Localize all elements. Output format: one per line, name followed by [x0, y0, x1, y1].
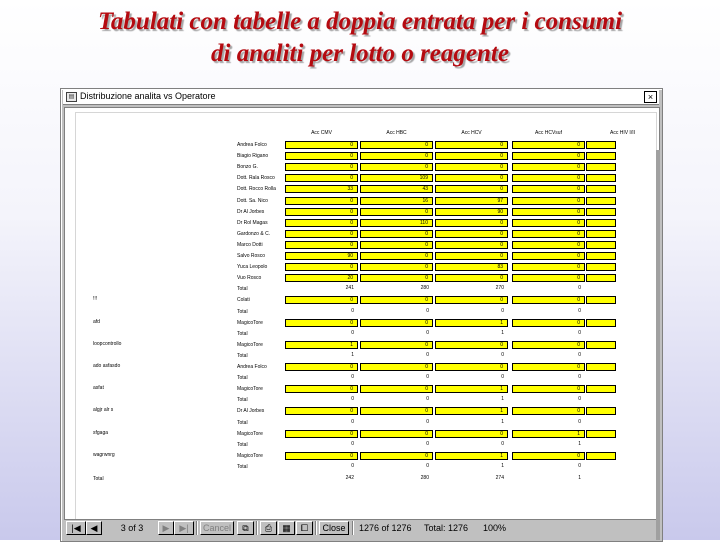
group-label: !!!	[93, 296, 98, 303]
value-cell	[586, 363, 616, 371]
operator-label: Dott. Rocco Rolla	[237, 186, 276, 193]
value-cell	[586, 185, 616, 193]
group-label: algjr alr s	[93, 407, 114, 414]
value-cell: 0	[285, 385, 358, 393]
value-cell: 0	[512, 163, 585, 171]
value-cell: 0	[360, 452, 433, 460]
first-page-button[interactable]: |◀	[66, 521, 86, 535]
total-cell: 0	[426, 396, 429, 403]
operator-label: Marco Dotti	[237, 241, 263, 248]
value-cell: 0	[512, 296, 585, 304]
navigation-bar	[64, 520, 658, 537]
value-cell: 1	[435, 452, 508, 460]
operator-label: MagicoTore	[237, 341, 263, 348]
value-cell: 0	[435, 430, 508, 438]
value-cell: 90	[285, 252, 358, 260]
total-cell: 0	[351, 374, 354, 381]
report-preview-window	[60, 88, 663, 542]
value-cell: 0	[512, 319, 585, 327]
value-cell: 0	[512, 385, 585, 393]
total-cell: 0	[426, 351, 429, 358]
window-title: Distribuzione analita vs Operatore	[80, 91, 216, 101]
group-label: ado asfasdo	[93, 363, 121, 369]
value-cell	[586, 163, 616, 171]
value-cell	[586, 197, 616, 205]
value-cell: 0	[512, 208, 585, 216]
copy-icon[interactable]: ⧠	[296, 521, 313, 535]
value-cell: 0	[512, 363, 585, 371]
total-cell: 0	[578, 285, 581, 292]
operator-label: MagicoTore	[237, 319, 263, 326]
value-cell: 0	[285, 430, 358, 438]
column-header: Acc HIV I/II	[609, 130, 635, 136]
value-cell: 0	[285, 319, 358, 327]
separator	[256, 521, 258, 535]
separator	[352, 521, 354, 535]
operator-label: Dr Rol Magas	[237, 219, 268, 226]
value-cell: 0	[512, 152, 585, 160]
slide-edge	[656, 150, 660, 540]
value-cell: 0	[360, 163, 433, 171]
print-icon[interactable]: ⎙	[260, 521, 277, 535]
value-cell: 0	[435, 296, 508, 304]
total-cell: 0	[501, 440, 504, 447]
operator-label: MagicoTore	[237, 430, 263, 437]
value-cell	[586, 385, 616, 393]
value-cell: 0	[360, 252, 433, 260]
page-indicator: 3 of 3	[120, 523, 144, 533]
operator-label: Vuo Rosco	[237, 275, 262, 282]
value-cell: 0	[512, 185, 585, 193]
report-viewport[interactable]	[64, 107, 660, 520]
total-cell: 0	[501, 307, 504, 314]
value-cell: 0	[360, 263, 433, 271]
close-button[interactable]: Close	[319, 521, 349, 535]
total-label: Total	[237, 441, 248, 448]
operator-label: Bonzo G.	[237, 164, 258, 171]
value-cell	[586, 141, 616, 149]
total-cell: 280	[420, 285, 429, 292]
value-cell: 0	[435, 219, 508, 227]
value-cell: 0	[285, 296, 358, 304]
report-table	[65, 108, 659, 519]
operator-label: Dr Al Jorbes	[237, 208, 265, 215]
total-cell: 0	[351, 440, 354, 447]
value-cell: 0	[285, 230, 358, 238]
total-cell: 0	[351, 307, 354, 314]
value-cell: 109	[360, 174, 433, 182]
group-label: afd	[93, 318, 100, 325]
value-cell: 43	[360, 185, 433, 193]
group-label: asfat	[93, 385, 104, 392]
value-cell	[586, 252, 616, 260]
next-page-button[interactable]: ▶	[158, 521, 174, 535]
grand-total-cell: 280	[420, 475, 429, 481]
total-label: Total	[237, 330, 248, 337]
value-cell: 0	[360, 152, 433, 160]
operator-label: Dr Al Jorbes	[237, 408, 265, 415]
value-cell: 1	[435, 407, 508, 415]
total-cell: 1	[351, 351, 354, 358]
value-cell	[586, 230, 616, 238]
value-cell: 1	[435, 385, 508, 393]
total-cell: 0	[578, 396, 581, 403]
value-cell: 0	[285, 363, 358, 371]
zoom-level: 100%	[483, 523, 507, 533]
value-cell: 0	[512, 197, 585, 205]
operator-label: Biagio Rigano	[237, 153, 269, 160]
value-cell: 0	[285, 152, 358, 160]
report-icon: ▤	[66, 92, 77, 102]
total-cell: 0	[578, 418, 581, 425]
operator-label: Colati	[237, 297, 250, 304]
value-cell: 0	[435, 341, 508, 349]
total-cell: 0	[426, 374, 429, 381]
group-label: loopcontrollo	[93, 340, 122, 347]
grand-total-cell: 242	[345, 475, 354, 481]
operator-label: Dott. Rala Rosco	[237, 175, 275, 182]
total-label: Total	[237, 463, 248, 470]
column-header: Acc HCVsuf	[535, 130, 562, 136]
total-cell: 0	[578, 462, 581, 469]
total-cell: 1	[578, 440, 581, 447]
total-count: Total: 1276	[424, 523, 469, 533]
separator	[315, 521, 317, 535]
value-cell: 0	[435, 141, 508, 149]
value-cell: 0	[435, 363, 508, 371]
total-cell: 0	[426, 440, 429, 447]
operator-label: MagicoTore	[237, 386, 263, 393]
cancel-button[interactable]: Cancel	[200, 521, 234, 535]
value-cell: 0	[512, 174, 585, 182]
operator-label: Yuca Leopolo	[237, 264, 268, 271]
value-cell	[586, 152, 616, 160]
total-cell: 0	[351, 418, 354, 425]
value-cell: 97	[435, 197, 508, 205]
value-cell: 0	[360, 385, 433, 393]
record-count: 1276 of 1276	[359, 523, 412, 533]
value-cell: 110	[360, 219, 433, 227]
total-label: Total	[237, 352, 248, 359]
value-cell	[586, 219, 616, 227]
value-cell: 0	[360, 241, 433, 249]
value-cell	[586, 274, 616, 282]
value-cell: 0	[360, 363, 433, 371]
value-cell: 0	[512, 141, 585, 149]
total-cell: 0	[426, 307, 429, 314]
value-cell: 0	[285, 208, 358, 216]
total-cell: 0	[578, 307, 581, 314]
value-cell: 0	[512, 274, 585, 282]
total-label: Total	[237, 419, 248, 426]
total-cell: 1	[501, 396, 504, 403]
total-label: Total	[237, 286, 248, 293]
value-cell: 16	[360, 197, 433, 205]
value-cell: 0	[360, 296, 433, 304]
value-cell: 83	[435, 263, 508, 271]
value-cell: 0	[512, 252, 585, 260]
value-cell: 0	[512, 241, 585, 249]
value-cell: 1	[285, 341, 358, 349]
total-cell: 0	[578, 351, 581, 358]
value-cell: 0	[512, 452, 585, 460]
value-cell: 0	[360, 230, 433, 238]
total-cell: 0	[426, 329, 429, 336]
value-cell: 0	[360, 341, 433, 349]
value-cell: 0	[512, 341, 585, 349]
total-cell: 0	[426, 418, 429, 425]
total-cell: 0	[578, 374, 581, 381]
total-cell: 1	[501, 418, 504, 425]
value-cell: 33	[285, 185, 358, 193]
value-cell: 0	[360, 407, 433, 415]
value-cell: 0	[512, 407, 585, 415]
value-cell	[586, 263, 616, 271]
grand-total-cell: 274	[495, 475, 504, 481]
value-cell: 0	[285, 163, 358, 171]
total-cell: 0	[501, 374, 504, 381]
grand-total-cell: 1	[578, 475, 581, 481]
value-cell	[586, 341, 616, 349]
separator	[196, 521, 198, 535]
value-cell: 0	[360, 319, 433, 327]
last-page-button[interactable]: ▶|	[174, 521, 194, 535]
window-close-button[interactable]: ×	[644, 91, 657, 103]
value-cell: 0	[360, 430, 433, 438]
value-cell: 0	[360, 208, 433, 216]
value-cell: 0	[435, 230, 508, 238]
value-cell: 0	[360, 274, 433, 282]
value-cell	[586, 319, 616, 327]
value-cell: 20	[285, 274, 358, 282]
total-label: Total	[237, 375, 248, 382]
value-cell: 0	[285, 452, 358, 460]
total-cell: 0	[351, 396, 354, 403]
operator-label: Andrea Folco	[237, 364, 267, 370]
value-cell: 0	[512, 230, 585, 238]
slide-title-line-1: Tabulati con tabelle a doppia entrata per i consumi	[97, 8, 623, 35]
value-cell: 0	[435, 174, 508, 182]
value-cell	[586, 430, 616, 438]
export-icon[interactable]: ▦	[278, 521, 295, 535]
value-cell: 0	[360, 141, 433, 149]
value-cell	[586, 452, 616, 460]
total-cell: 1	[501, 329, 504, 336]
grand-total-label: Total	[93, 476, 104, 482]
value-cell: 0	[435, 274, 508, 282]
value-cell: 0	[512, 263, 585, 271]
value-cell: 90	[435, 208, 508, 216]
total-cell: 270	[495, 285, 504, 292]
value-cell: 0	[285, 241, 358, 249]
operator-label: MagicoTore	[237, 452, 263, 459]
value-cell: 1	[435, 319, 508, 327]
value-cell	[586, 407, 616, 415]
window-titlebar	[63, 90, 659, 105]
slide-title	[0, 6, 720, 70]
value-cell: 0	[285, 197, 358, 205]
value-cell: 0	[285, 174, 358, 182]
total-label: Total	[237, 397, 248, 404]
value-cell	[586, 296, 616, 304]
value-cell	[586, 174, 616, 182]
value-cell: 0	[435, 241, 508, 249]
value-cell	[586, 241, 616, 249]
total-cell: 0	[351, 462, 354, 469]
value-cell	[586, 208, 616, 216]
value-cell: 0	[285, 219, 358, 227]
total-label: Total	[237, 308, 248, 315]
value-cell: 0	[435, 152, 508, 160]
group-label: wagrwnrg	[93, 451, 115, 458]
value-cell: 1	[512, 430, 585, 438]
total-cell: 1	[501, 462, 504, 469]
value-cell: 0	[435, 185, 508, 193]
value-cell: 0	[512, 219, 585, 227]
page-setup-icon[interactable]: ⧉	[237, 521, 254, 535]
value-cell: 0	[285, 141, 358, 149]
value-cell: 0	[285, 263, 358, 271]
total-cell: 0	[426, 462, 429, 469]
column-header: Acc HBC	[386, 130, 407, 136]
total-cell: 0	[351, 329, 354, 336]
operator-label: Andrea Folco	[237, 142, 267, 148]
column-header: Acc HCV	[461, 130, 482, 136]
total-cell: 0	[501, 351, 504, 358]
operator-label: Salvo Rosco	[237, 253, 266, 259]
column-header: Acc CMV	[311, 130, 332, 136]
value-cell: 0	[435, 163, 508, 171]
total-cell: 241	[345, 285, 354, 292]
total-cell: 0	[578, 329, 581, 336]
previous-page-button[interactable]: ◀	[86, 521, 102, 535]
operator-label: Gardonzo & C.	[237, 230, 271, 237]
operator-label: Dott. Sa. Nico	[237, 197, 268, 204]
group-label: sfgaga	[93, 429, 109, 436]
value-cell: 0	[285, 407, 358, 415]
value-cell: 0	[435, 252, 508, 260]
slide-title-line-2: di analiti per lotto o reagente	[211, 40, 509, 67]
